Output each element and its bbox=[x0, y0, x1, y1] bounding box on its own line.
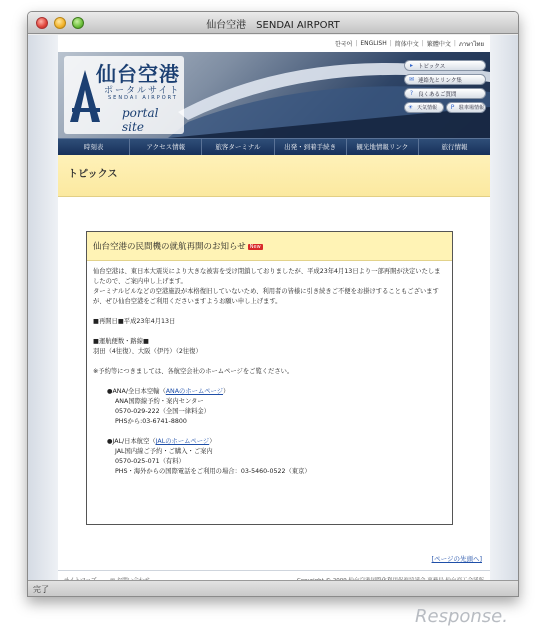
ana-line-1: ANA国際線予約・案内センター bbox=[115, 398, 204, 405]
weather-quick-button[interactable]: ☀ 天気情報 bbox=[404, 102, 444, 113]
response-watermark: Response. bbox=[415, 606, 508, 627]
mail-icon: ✉ bbox=[408, 76, 415, 83]
flights-heading: ■運航便数・路線■ bbox=[93, 338, 149, 345]
language-bar: 한국어 | ENGLISH | 简体中文 | 繁體中文 | ภาษาไทย bbox=[334, 40, 484, 48]
nav-timetable[interactable]: 時刻表 bbox=[58, 139, 130, 155]
logo-portal-text: portal site bbox=[122, 106, 159, 134]
contacts-quick-button[interactable]: ✉ 連絡先とリンク集 bbox=[404, 74, 486, 85]
notice-paragraph-1: 仙台空港は、東日本大震災により大きな被害を受け閉鎖しておりましたが、平成23年4月13日より一部再開が決定いたしましたので、ご案内申し上げます。 bbox=[93, 268, 441, 285]
lang-traditional-chinese-link[interactable]: 繁體中文 bbox=[426, 41, 451, 48]
ana-homepage-link[interactable]: ANAのホームページ bbox=[165, 388, 224, 395]
web-page bbox=[58, 35, 490, 580]
logo-subtitle: ポータルサイト bbox=[104, 86, 181, 96]
logo-english: SENDAI AIRPORT bbox=[108, 95, 178, 101]
status-bar bbox=[28, 580, 518, 596]
lang-simplified-chinese-link[interactable]: 简体中文 bbox=[394, 41, 419, 48]
ana-line-3: PHSから:03-6741-8800 bbox=[115, 418, 187, 425]
notice-box bbox=[86, 231, 453, 525]
browser-window bbox=[27, 11, 519, 597]
jal-entry: ●JAL/日本航空（JALのホームページ） bbox=[107, 438, 216, 445]
page-title: トピックス bbox=[68, 169, 118, 180]
nav-travel[interactable]: 旅行情報 bbox=[441, 143, 468, 151]
lang-thai-link[interactable]: ภาษาไทย bbox=[458, 40, 484, 48]
quick-links bbox=[404, 60, 486, 116]
weather-icon: ☀ bbox=[407, 104, 414, 111]
nav-sightseeing[interactable]: 観光地情報リンク bbox=[347, 139, 419, 155]
logo-title: 仙台空港 bbox=[96, 62, 180, 86]
notice-body bbox=[87, 261, 452, 483]
status-text: 完了 bbox=[33, 585, 49, 594]
notice-paragraph-2: ターミナルビルなどの空港施設が本格復旧していないため、利用者の皆様に引き続きご不便をお掛けすることもございますが、ぜひ仙台空港をご利用くださいますようお願い申し上げます。 bbox=[93, 288, 439, 305]
parking-icon: P bbox=[450, 104, 455, 111]
page-top-link[interactable]: [ページの先頭へ] bbox=[431, 555, 482, 563]
page-title-banner bbox=[58, 155, 490, 197]
topics-quick-button[interactable]: ▸ トピックス bbox=[404, 60, 486, 71]
lang-korean-link[interactable]: 한국어 bbox=[334, 41, 353, 48]
ana-line-2: 0570-029-222（全国一律料金） bbox=[115, 408, 210, 415]
nav-procedures[interactable]: 出発・到着手続き bbox=[275, 139, 347, 155]
site-header bbox=[58, 52, 490, 138]
notice-title: 仙台空港の民間機の就航再開のお知らせ bbox=[93, 242, 246, 252]
jal-homepage-link[interactable]: JALのホームページ bbox=[155, 438, 210, 445]
reopen-date: ■再開日■平成23年4月13日 bbox=[93, 318, 176, 325]
nav-access[interactable]: アクセス情報 bbox=[130, 139, 202, 155]
site-logo[interactable] bbox=[64, 56, 184, 134]
ana-entry: ●ANA/全日本空輸（ANAのホームページ） bbox=[107, 388, 230, 395]
jal-line-3: PHS・海外からの国際電話をご利用の場合：03-5460-0522（東京） bbox=[115, 468, 311, 475]
nav-terminal[interactable]: 旅客ターミナル bbox=[202, 139, 274, 155]
parking-quick-button[interactable]: P 駐車場情報 bbox=[446, 102, 486, 113]
lang-english-link[interactable]: ENGLISH bbox=[360, 40, 387, 47]
viewport bbox=[28, 35, 518, 580]
title-bar bbox=[28, 12, 518, 34]
jal-line-2: 0570-025-071（有料） bbox=[115, 458, 185, 465]
main-nav bbox=[58, 138, 490, 155]
window-title: 仙台空港 SENDAI AIRPORT bbox=[206, 20, 340, 31]
arrow-icon: ▸ bbox=[409, 62, 413, 69]
new-badge: New bbox=[249, 243, 261, 250]
reservation-note: ※予約等につきましては、各航空会社のホームページをご覧ください。 bbox=[93, 368, 294, 375]
notice-header bbox=[87, 232, 452, 261]
faq-quick-button[interactable]: ? 良くあるご質問 bbox=[404, 88, 486, 99]
question-icon: ? bbox=[409, 90, 414, 97]
jal-line-1: JAL国内線ご予約・ご購入・ご案内 bbox=[115, 448, 213, 455]
flights-routes: 羽田（4往復）、大阪（伊丹）（2往復） bbox=[93, 348, 202, 355]
